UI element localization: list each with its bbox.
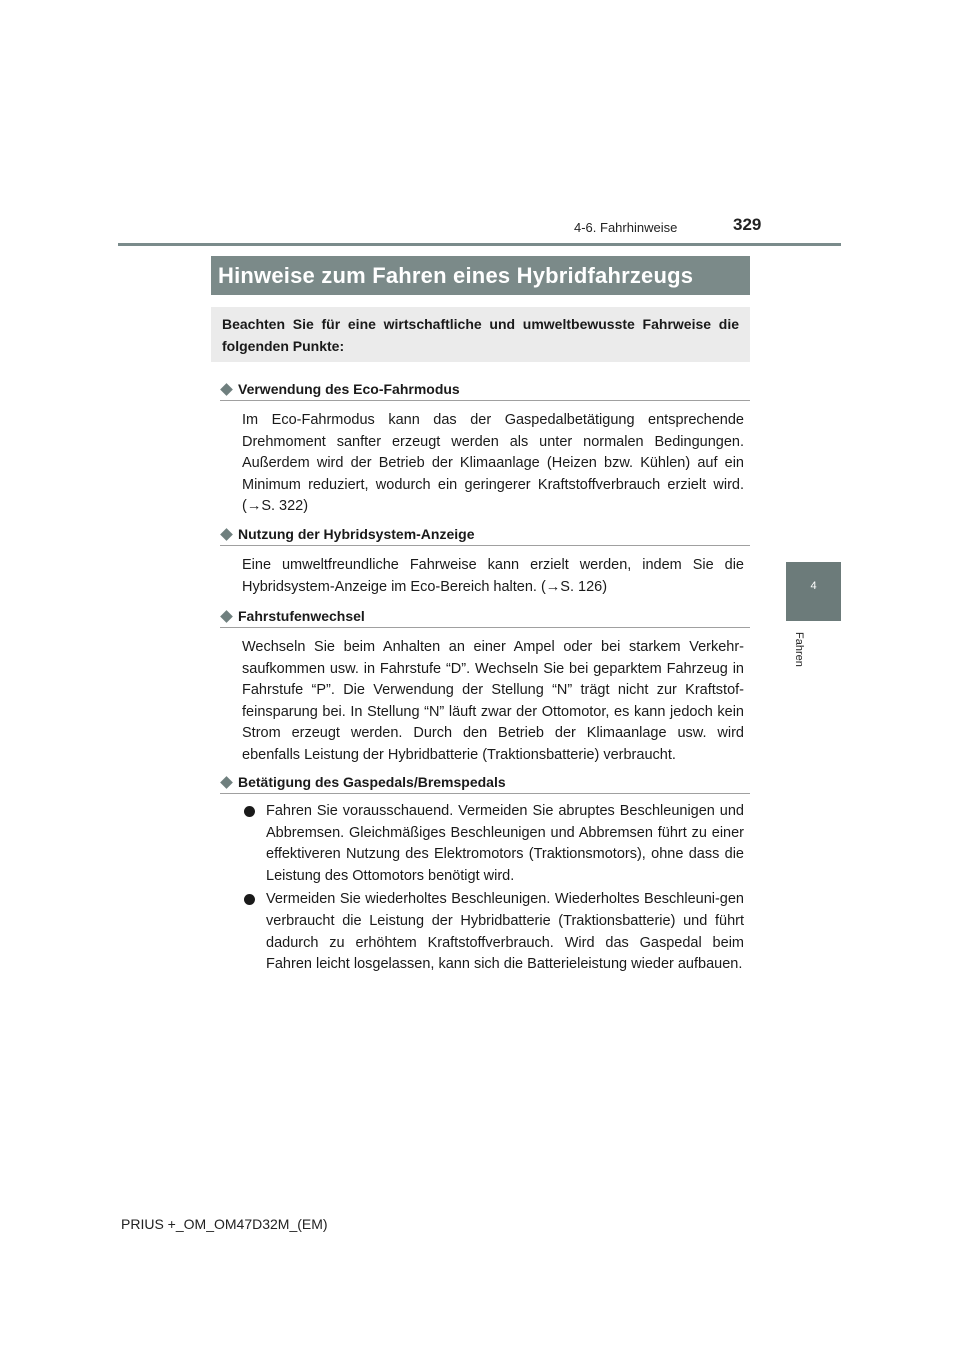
- bullet-icon: [244, 894, 255, 905]
- list-item-text: Vermeiden Sie wiederholtes Beschleunigen. Wiederholtes Beschleuni-gen verbraucht die Leistung der Hybridbatterie (Traktionsbatterie) und führt dadurch zu erhöhtem Kraftstoffverbrauch. Wird das Gaspedal beim Fahren leicht losgelassen, kann sich die Batterieleistung wieder aufbauen.: [266, 891, 744, 973]
- header-divider: [118, 243, 841, 246]
- section-heading-text: Verwendung des Eco-Fahrmodus: [238, 381, 460, 397]
- list-item: [244, 889, 744, 975]
- diamond-icon: [220, 776, 233, 789]
- document-code: PRIUS +_OM_OM47D32M_(EM): [121, 1216, 328, 1232]
- section-heading: [220, 605, 750, 628]
- page-title: Hinweise zum Fahren eines Hybridfahrzeugs: [211, 256, 750, 295]
- section-eco-mode: [220, 378, 750, 518]
- list-item-text: Fahren Sie vorausschauend. Vermeiden Sie abruptes Beschleunigen und Abbremsen. Gleichmäßiges Beschleunigen und Abbremsen führt zu einer effektiveren Nutzung des Elektromotors (Traktionsmotors), ohne dass die Leistung des Ottomotors benötigt wird.: [266, 803, 744, 884]
- section-text: Wechseln Sie beim Anhalten an einer Ampel oder bei starkem Verkehr-saufkommen usw. in Fahrstufe “D”. Wechseln Sie bei geparktem Fahrzeug in Fahrstufe “P”. Die Verwendung der Stellung “N” trägt nicht zur Kraftstof-feinsparung bei. In Stellung “N” läuft zwar der Ottomotor, es kann jedoch kein Strom erzeugt werden. Durch den Betrieb der Klimaanlage usw. wird ebenfalls Leistung der Hybridbatterie (Traktionsbatterie) verbraucht.: [242, 639, 744, 763]
- diamond-icon: [220, 528, 233, 541]
- section-heading-text: Betätigung des Gaspedals/Bremspedals: [238, 774, 506, 790]
- chapter-number: 4: [810, 580, 817, 592]
- section-gear-change: [220, 605, 750, 767]
- section-hybrid-indicator: [220, 523, 750, 598]
- intro-box: Beachten Sie für eine wirtschaftliche und umweltbewusste Fahrweise die folgenden Punkte:: [211, 307, 750, 362]
- page-number: 329: [733, 215, 762, 234]
- list-item: [244, 801, 744, 887]
- diamond-icon: [220, 383, 233, 396]
- section-heading-text: Nutzung der Hybridsystem-Anzeige: [238, 526, 475, 542]
- section-heading: [220, 523, 750, 546]
- section-pedal-operation: [220, 771, 750, 978]
- bullet-icon: [244, 806, 255, 817]
- section-heading: [220, 771, 750, 794]
- section-text: Eine umweltfreundliche Fahrweise kann erzielt werden, indem Sie die Hybridsystem-Anzeige im Eco-Bereich halten. (→S. 126): [242, 557, 744, 595]
- section-text: Im Eco-Fahrmodus kann das der Gaspedalbetätigung entsprechende Drehmoment sanfter erzeugt werden als unter normalen Bedingungen. Außerdem wird der Betrieb der Klimaanlage (Heizen bzw. Kühlen) auf ein Minimum reduziert, wodurch ein geringerer Kraftstoffverbrauch erzielt wird. (→S. 322): [242, 412, 744, 515]
- section-heading: [220, 378, 750, 401]
- diamond-icon: [220, 610, 233, 623]
- section-heading-text: Fahrstufenwechsel: [238, 608, 365, 624]
- chapter-label: Fahren: [793, 632, 805, 667]
- bullet-list: [244, 801, 744, 976]
- section-title: 4-6. Fahrhinweise: [574, 220, 678, 235]
